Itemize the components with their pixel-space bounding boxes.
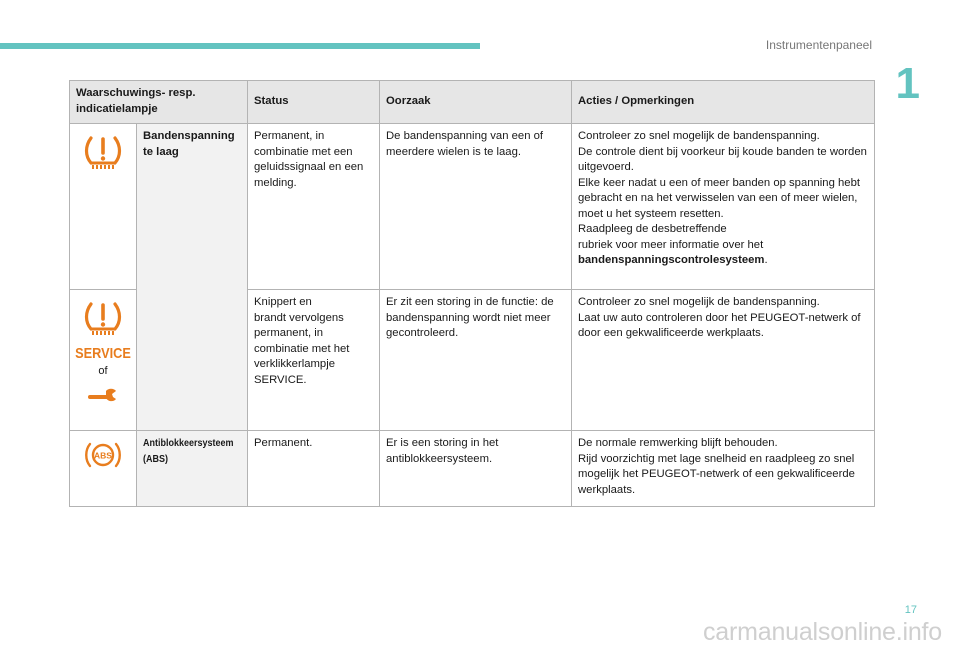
lamp-icon-cell (70, 431, 137, 507)
top-accent-bar (0, 43, 480, 49)
lamp-icon-cell (70, 124, 137, 290)
actions-cell: Controleer zo snel mogelijk de bandenspanning. De controle dient bij voorkeur bij koude banden te worden uitgevoerd. Elke keer nadat u een of meer banden op spanning hebt gebracht en na het verwisselen van een of meer wielen, moet u het systeem resetten. Raadpleeg de desbetreffende rubriek voor meer informatie over het bandenspanningscontrolesysteem. (572, 124, 875, 290)
column-header-lamp: Waarschuwings- resp. indicatielampje (70, 81, 248, 124)
abs-warning-icon (84, 439, 122, 471)
table-row (70, 431, 875, 507)
actions-strong-term: bandenspanningscontrolesysteem (578, 254, 765, 266)
abs-icon-label: ABS (94, 450, 112, 461)
column-header-cause: Oorzaak (380, 81, 572, 124)
lamp-name-cell: Antiblokkeersysteem (ABS) (137, 431, 248, 507)
cause-cell: De bandenspanning van een of meerdere wielen is te laag. (380, 124, 572, 290)
status-cell: Permanent, in combinatie met een geluidssignaal en een melding. (248, 124, 380, 290)
lamp-icon-cell (70, 290, 137, 431)
tyre-pressure-warning-icon (83, 132, 123, 172)
table-header-row (70, 81, 875, 124)
tyre-pressure-warning-icon (83, 298, 123, 338)
column-header-actions: Acties / Opmerkingen (572, 81, 875, 124)
cause-cell: Er zit een storing in de functie: de bandenspanning wordt niet meer gecontroleerd. (380, 290, 572, 431)
warning-lamp-table (69, 80, 875, 507)
status-cell: Permanent. (248, 431, 380, 507)
service-text-icon: SERVICE (75, 345, 131, 362)
or-label: of (98, 364, 108, 377)
section-title: Instrumentenpaneel (765, 38, 872, 52)
wrench-icon (88, 387, 118, 403)
watermark: carmanualsonline.info (702, 618, 942, 646)
lamp-name-cell: Bandenspanning te laag (137, 124, 248, 431)
actions-cell: De normale remwerking blijft behouden. Rijd voorzichtig met lage snelheid en raadpleeg zo snel mogelijk het PEUGEOT-netwerk of een gekwalificeerde werkplaats. (572, 431, 875, 507)
column-header-status: Status (248, 81, 380, 124)
page-number: 17 (904, 604, 917, 616)
status-cell: Knippert en brandt vervolgens permanent, in combinatie met het verklikkerlampje SERVICE. (248, 290, 380, 431)
cause-cell: Er is een storing in het antiblokkeersysteem. (380, 431, 572, 507)
chapter-number: 1 (895, 59, 920, 108)
table-row (70, 124, 875, 290)
actions-cell: Controleer zo snel mogelijk de bandenspanning. Laat uw auto controleren door het PEUGEOT-netwerk of door een gekwalificeerde werkplaats. (572, 290, 875, 431)
